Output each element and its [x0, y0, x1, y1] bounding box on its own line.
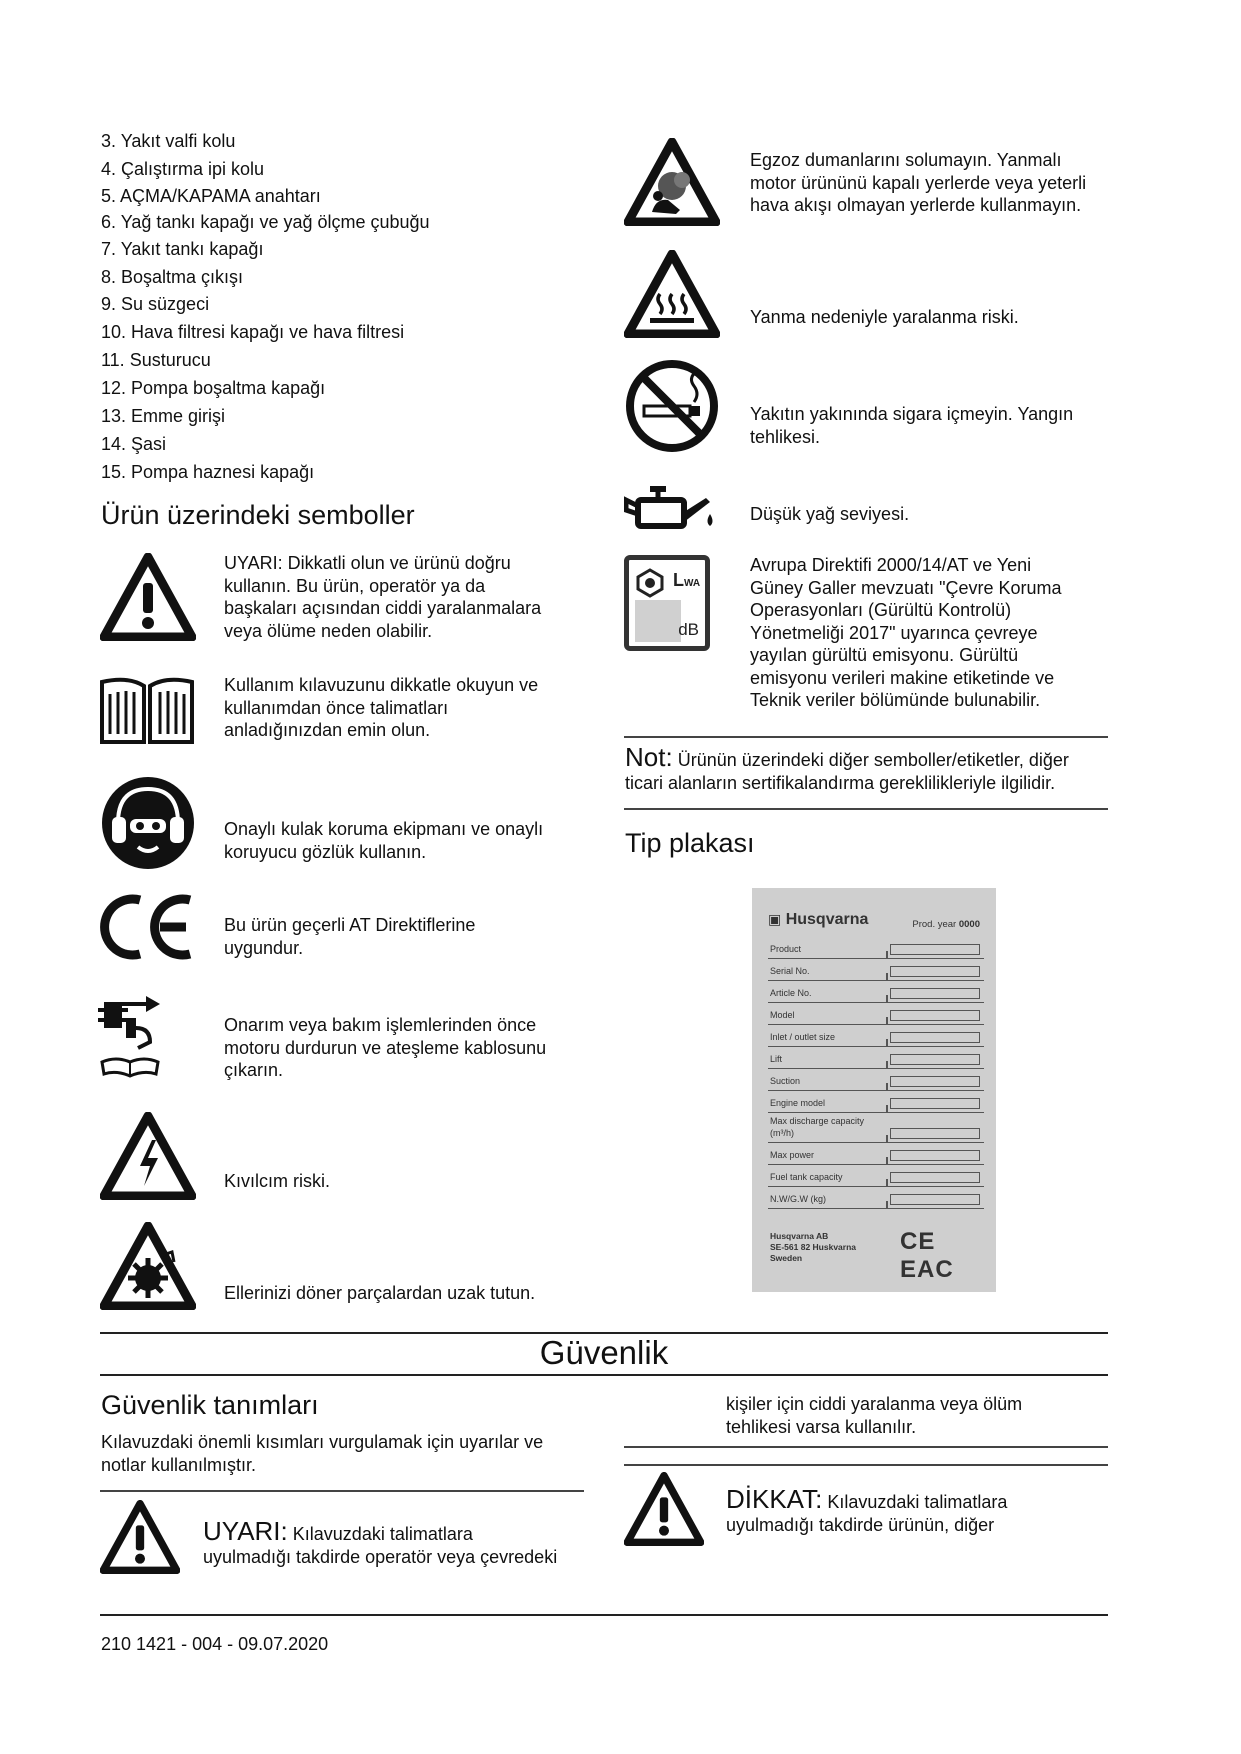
- divider: [624, 1464, 1108, 1466]
- parts-list-item: 11. Susturucu: [101, 350, 211, 370]
- warning-triangle-icon: [100, 553, 196, 641]
- safety-title: Güvenlik: [539, 1334, 669, 1371]
- plate-row: Serial No.: [768, 958, 984, 981]
- parts-list-item: 7. Yakıt tankı kapağı: [101, 239, 264, 259]
- warning-triangle-icon: [100, 1500, 180, 1574]
- symbol-desc-warning: UYARI: Dikkatli olun ve ürünü doğru kullanın. Bu ürün, operatör ya da başkaları açısından ciddi yaralanmalara veya ölüme neden olabilir.: [224, 553, 542, 641]
- plate-row: Lift: [768, 1046, 984, 1069]
- parts-list-item: 12. Pompa boşaltma kapağı: [101, 378, 326, 398]
- symbol-desc-ce: Bu ürün geçerli AT Direktiflerine uygundur.: [224, 915, 476, 958]
- disconnect-spark-plug-icon: [98, 990, 164, 1086]
- parts-list-item: 6. Yağ tankı kapağı ve yağ ölçme çubuğu: [101, 212, 430, 232]
- plate-row: Article No.: [768, 980, 984, 1003]
- warning-definition-continued: kişiler için ciddi yaralanma veya ölüm tehlikesi varsa kullanılır.: [726, 1394, 1023, 1437]
- plate-row: Suction: [768, 1068, 984, 1091]
- caution-label: DİKKAT:: [726, 1484, 823, 1514]
- symbol-desc-manual: Kullanım kılavuzunu dikkatle okuyun ve kullanımdan önce talimatları anladığınızdan emin olun.: [224, 675, 539, 740]
- no-smoking-icon: [624, 358, 720, 454]
- divider: [624, 736, 1108, 738]
- note-block: Not: Ürünün üzerindeki diğer semboller/etiketler, diğer ticari alanların sertifikalandırma gereklilikleriyle ilgilidir.: [625, 742, 1069, 793]
- symbol-desc-spark: Kıvılcım riski.: [224, 1171, 330, 1191]
- type-plate-heading: Tip plakası: [625, 828, 755, 858]
- plate-row: Engine model: [768, 1090, 984, 1113]
- safety-subheading: Güvenlik tanımları: [101, 1390, 319, 1420]
- hot-surface-warning-icon: [624, 250, 720, 338]
- plate-row: Inlet / outlet size: [768, 1024, 984, 1047]
- parts-list-item: 14. Şasi: [101, 434, 167, 454]
- symbol-desc-protection: Onaylı kulak koruma ekipmanı ve onaylı koruyucu gözlük kullanın.: [224, 819, 544, 862]
- safety-intro: Kılavuzdaki önemli kısımları vurgulamak için uyarılar ve notlar kullanılmıştır.: [101, 1432, 544, 1475]
- plate-row: Max discharge capacity (m³/h): [768, 1112, 984, 1143]
- ce-mark-icon: [98, 890, 198, 964]
- exhaust-fumes-warning-icon: [624, 138, 720, 226]
- doc-number: 210 1421 - 004 - 09.07.2020: [101, 1634, 329, 1654]
- symbol-desc-exhaust: Egzoz dumanlarını solumayın. Yanmalı motor ürününü kapalı yerlerde veya yeterli hava akışı olmayan yerlerde kullanmayın.: [750, 150, 1087, 215]
- noise-level-icon: LWA dB: [624, 555, 710, 651]
- parts-list-item: 10. Hava filtresi kapağı ve hava filtresi: [101, 322, 405, 342]
- type-plate-image: [752, 888, 996, 1292]
- parts-list-item: 9. Su süzgeci: [101, 294, 210, 314]
- plate-row: Model: [768, 1002, 984, 1025]
- divider: [100, 1490, 584, 1492]
- symbol-desc-rotating: Ellerinizi döner parçalardan uzak tutun.: [224, 1283, 536, 1303]
- divider: [100, 1374, 1108, 1376]
- symbols-heading: Ürün üzerindeki semboller: [101, 500, 415, 530]
- parts-list-item: 13. Emme girişi: [101, 406, 226, 426]
- parts-list-item: 3. Yakıt valfi kolu: [101, 131, 236, 151]
- plate-row: Fuel tank capacity: [768, 1164, 984, 1187]
- note-label: Not:: [625, 742, 673, 772]
- certification-marks: CE EAC: [900, 1228, 954, 1283]
- symbol-desc-oil: Düşük yağ seviyesi.: [750, 504, 910, 524]
- plate-row: Max power: [768, 1142, 984, 1165]
- divider: [624, 1446, 1108, 1448]
- parts-list-item: 5. AÇMA/KAPAMA anahtarı: [101, 186, 321, 206]
- manufacturer-address: Husqvarna AB SE-561 82 Huskvarna Sweden: [770, 1231, 856, 1263]
- open-manual-icon: [98, 672, 196, 746]
- caution-definition: DİKKAT: Kılavuzdaki talimatlara uyulmadığı takdirde ürünün, diğer: [726, 1484, 1008, 1535]
- caution-triangle-icon: [624, 1472, 704, 1546]
- plate-row: N.W/G.W (kg): [768, 1186, 984, 1209]
- footer-divider: [100, 1614, 1108, 1616]
- plate-row: Product: [768, 936, 984, 959]
- parts-list-item: 4. Çalıştırma ipi kolu: [101, 159, 265, 179]
- parts-list-item: 8. Boşaltma çıkışı: [101, 267, 244, 287]
- warning-definition: UYARI: Kılavuzdaki talimatlara uyulmadığı takdirde operatör veya çevredeki: [203, 1516, 558, 1567]
- symbol-desc-smoking: Yakıtın yakınında sigara içmeyin. Yangın tehlikesi.: [750, 404, 1074, 447]
- symbol-desc-noise: Avrupa Direktifi 2000/14/AT ve Yeni Güney Galler mevzuatı "Çevre Koruma Operasyonları (Gürültü Kontrolü) Yönetmeliği 2017" uyarınca çevreye yayılan gürültü emisyonu. Gürültü emisyonu verileri makine etiketinde ve Teknik veriler bölümünde bulunabilir.: [750, 555, 1062, 710]
- warning-label: UYARI:: [203, 1516, 288, 1546]
- symbol-desc-hot: Yanma nedeniyle yaralanma riski.: [750, 307, 1019, 327]
- oil-can-icon: [624, 478, 720, 536]
- husqvarna-logo: ▣ Husqvarna: [768, 911, 869, 928]
- divider: [624, 808, 1108, 810]
- parts-list-item: 15. Pompa haznesi kapağı: [101, 462, 315, 482]
- electric-spark-warning-icon: [100, 1112, 196, 1200]
- ear-eye-protection-icon: [100, 775, 196, 871]
- symbol-desc-maintenance: Onarım veya bakım işlemlerinden önce motoru durdurun ve ateşleme kablosunu çıkarın.: [224, 1015, 547, 1080]
- rotating-parts-warning-icon: [100, 1222, 196, 1310]
- prod-year: Prod. year 0000: [912, 919, 980, 930]
